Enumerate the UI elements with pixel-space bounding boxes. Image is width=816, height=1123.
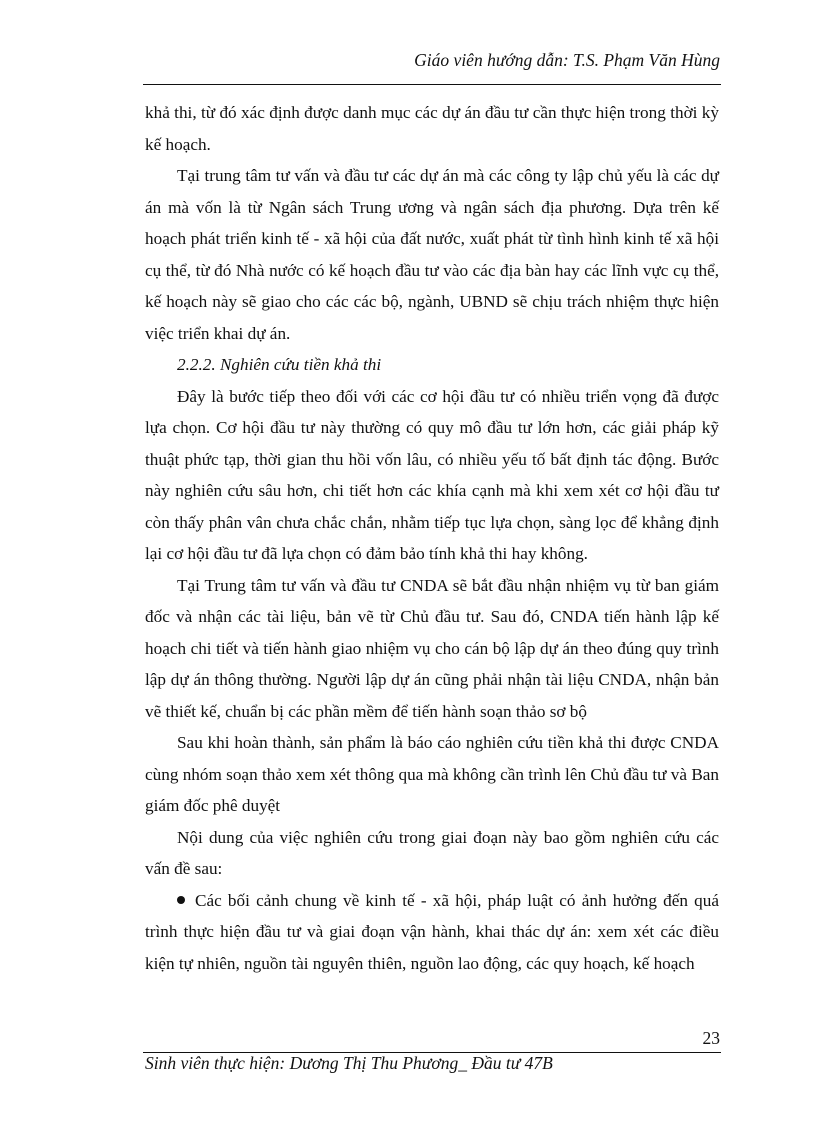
bullet-icon: [177, 896, 185, 904]
paragraph-continuation: khả thi, từ đó xác định được danh mục các dự án đầu tư cần thực hiện trong thời kỳ kế hoạch.: [145, 103, 719, 154]
page-footer-student: Sinh viên thực hiện: Dương Thị Thu Phương_ Đầu tư 47B: [145, 1053, 553, 1073]
page-number: 23: [702, 1028, 720, 1048]
paragraph-report-completion: Sau khi hoàn thành, sản phẩm là báo cáo nghiên cứu tiền khả thi được CNDA cùng nhóm soạn thảo xem xét thông qua mà không cần trình lên Chủ đầu tư và Ban giám đốc phê duyệt: [145, 733, 720, 815]
header-divider: [143, 84, 721, 85]
paragraph-investment-center: Tại trung tâm tư vấn và đầu tư các dự án mà các công ty lập chủ yếu là các dự án mà vốn là từ Ngân sách Trung ương và ngân sách địa phương. Dựa trên kế hoạch phát triển kinh tế - xã hội của đất nước, xuất phát từ tình hình kinh tế xã hội cụ thể, từ đó Nhà nước có kế hoạch đầu tư vào các địa bàn hay các lĩnh vực cụ thể, kế hoạch này sẽ giao cho các các bộ, ngành, UBND sẽ chịu trách nhiệm thực hiện việc triển khai dự án.: [145, 166, 719, 343]
page-header-advisor: Giáo viên hướng dẫn: T.S. Phạm Văn Hùng: [414, 50, 720, 70]
bullet-text: Các bối cảnh chung về kinh tế - xã hội, pháp luật có ảnh hưởng đến quá trình thực hiện đầu tư và giai đoạn vận hành, khai thác dự án: xem xét các điều kiện tự nhiên, nguồn tài nguyên thiên, nguồn lao động, các quy hoạch, kế hoạch: [145, 890, 719, 973]
paragraph-research-content: Nội dung của việc nghiên cứu trong giai đoạn này bao gồm nghiên cứu các vấn đề sau:: [145, 827, 719, 878]
paragraph-prefeasibility-step: Đây là bước tiếp theo đối với các cơ hội đầu tư có nhiều triển vọng đã được lựa chọn. Cơ hội đầu tư này thường có quy mô đầu tư lớn hơn, các giải pháp kỹ thuật phức tạp, thời gian thu hồi vốn lâu, có nhiều yếu tố bất định tác động. Bước này nghiên cứu sâu hơn, chi tiết hơn các khía cạnh mà khi xem xét cơ hội đầu tư còn thấy phân vân chưa chắc chắn, nhằm tiếp tục lựa chọn, sàng lọc để khẳng định lại cơ hội đầu tư đã lựa chọn có đảm bảo tính khả thi hay không.: [145, 386, 719, 563]
bullet-item: [145, 885, 719, 980]
section-heading: 2.2.2. Nghiên cứu tiền khả thi: [177, 355, 382, 374]
document-body: [145, 97, 719, 979]
paragraph-cnda-process: Tại Trung tâm tư vấn và đầu tư CNDA sẽ bắt đầu nhận nhiệm vụ từ ban giám đốc và nhận các tài liệu, bản vẽ từ Chủ đầu tư. Sau đó, CNDA tiến hành lập kế hoạch chi tiết và tiến hành giao nhiệm vụ cho cán bộ lập dự án theo đúng quy trình lập dự án thông thường. Người lập dự án cũng phải nhận tài liệu CNDA, nhận bản vẽ thiết kế, chuẩn bị các phần mềm để tiến hành soạn thảo sơ bộ: [145, 575, 719, 721]
